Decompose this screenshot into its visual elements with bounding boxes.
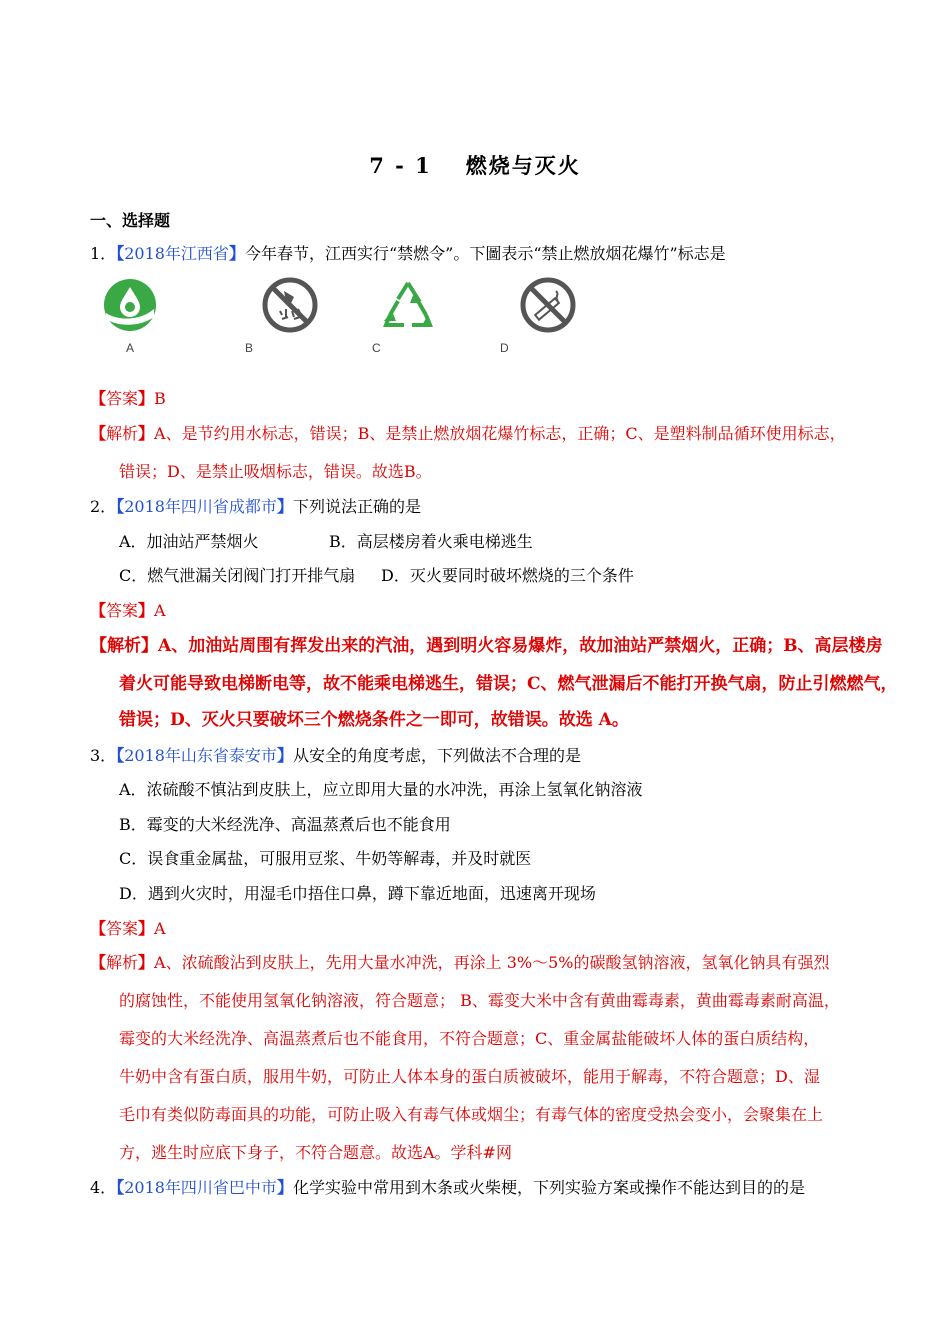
question-source: 2018年山东省泰安市 [124, 746, 277, 765]
explanation-open-bracket: 【 [90, 636, 107, 656]
explanation-3-line-5: 毛巾有类似防毒面具的功能，可防止吸入有毒气体或烟尘；有毒气体的密度受热会变小，会聚集在上 [119, 1105, 824, 1124]
answer-open-bracket: 【 [90, 389, 107, 408]
answer-label: 答案 [106, 919, 139, 938]
explanation-text: A、浓硫酸沾到皮肤上，先用大量水冲洗，再涂上 3%～5%的碳酸氢钠溶液，氢氧化钠具有强烈 [154, 953, 830, 972]
question-number: 1． [90, 244, 117, 263]
source-close-bracket: 】 [276, 1178, 293, 1197]
question-stem: 化学实验中常用到木条或火柴梗，下列实验方案或操作不能达到目的的是 [292, 1178, 805, 1197]
answer-close-bracket: 】 [138, 601, 155, 620]
explanation-2-line-2: 着火可能导致电梯断电等，故不能乘电梯逃生，错误；C、燃气泄漏后不能打开换气扇，防止引燃燃气， [119, 674, 898, 694]
source-close-bracket: 】 [228, 244, 245, 263]
answer-open-bracket: 【 [90, 601, 107, 620]
question-source: 2018年四川省成都市 [124, 497, 277, 516]
source-open-bracket: 【 [116, 746, 125, 765]
section-heading: 一、选择题 [90, 211, 171, 230]
recycle-icon [378, 275, 438, 335]
source-open-bracket: 【 [116, 1178, 125, 1197]
question-3 [90, 745, 581, 767]
question-source: 2018年江西省 [124, 244, 229, 263]
option-label-a: A [126, 341, 135, 355]
title-number: 7 - 1 [369, 153, 432, 178]
title-text: 燃烧与灭火 [465, 153, 581, 178]
explanation-text: A、加油站周围有挥发出来的汽油，遇到明火容易爆炸，故加油站严禁烟火，正确；B、高层楼房 [158, 636, 883, 656]
option-d: D．灭火要同时破坏燃烧的三个条件 [381, 566, 634, 585]
explanation-3-line-4: 牛奶中含有蛋白质，服用牛奶，可防止人体本身的蛋白质被破坏，能用于解毒，不符合题意；D、湿 [119, 1067, 820, 1086]
explanation-open-bracket: 【 [90, 424, 107, 443]
answer-2 [90, 600, 166, 622]
answer-label: 答案 [106, 601, 139, 620]
answer-close-bracket: 】 [138, 919, 155, 938]
explanation-close-bracket: 】 [138, 953, 155, 972]
answer-close-bracket: 】 [138, 389, 155, 408]
question-number: 2． [90, 497, 117, 516]
question-4 [90, 1177, 805, 1199]
option-label-b: B [245, 341, 254, 355]
answer-value: B [154, 389, 166, 408]
option-a: A．加油站严禁烟火 [119, 532, 259, 551]
answer-value: A [154, 601, 166, 620]
sign-options [100, 275, 600, 360]
option-d: D．遇到火灾时，用湿毛巾捂住口鼻，蹲下靠近地面，迅速离开现场 [119, 884, 596, 903]
explanation-1-line-1 [90, 423, 846, 445]
source-open-bracket: 【 [116, 244, 125, 263]
option-b: B．高层楼房着火乘电梯逃生 [329, 532, 533, 551]
page-title [0, 150, 950, 180]
explanation-open-bracket: 【 [90, 953, 107, 972]
question-stem: 今年春节，江西实行“禁燃令”。下圖表示“禁止燃放烟花爆竹”标志是 [244, 244, 726, 263]
explanation-3-line-3: 霉变的大米经洗净、高温蒸煮后也不能食用，不符合题意；C、重金属盐能破坏人体的蛋白质结构， [119, 1029, 820, 1048]
explanation-3-line-1 [90, 952, 829, 974]
explanation-text: A、是节约用水标志，错误；B、是禁止燃放烟花爆竹标志，正确；C、是塑料制品循环使用标志， [154, 424, 846, 443]
explanation-close-bracket: 】 [138, 424, 155, 443]
water-saving-icon [100, 275, 160, 335]
no-smoking-icon [518, 275, 578, 335]
source-close-bracket: 】 [276, 746, 293, 765]
explanation-3-line-2: 的腐蚀性，不能使用氢氧化钠溶液，符合题意； B、霉变大米中含有黄曲霉毒素，黄曲霉毒素耐高温， [119, 991, 840, 1010]
question-1 [90, 243, 726, 265]
option-b: B．霉变的大米经洗净、高温蒸煮后也不能食用 [119, 815, 451, 834]
explanation-label: 解析 [106, 953, 139, 972]
explanation-2-line-3: 错误；D、灭火只要破坏三个燃烧条件之一即可，故错误。故选 A。 [119, 710, 629, 730]
explanation-close-bracket: 】 [141, 636, 158, 656]
source-close-bracket: 】 [276, 497, 293, 516]
no-fireworks-icon [260, 275, 320, 335]
option-label-d: D [500, 341, 509, 355]
answer-open-bracket: 【 [90, 919, 107, 938]
question-2 [90, 496, 421, 518]
option-label-c: C [372, 341, 381, 355]
option-c: C．误食重金属盐，可服用豆浆、牛奶等解毒，并及时就医 [119, 849, 532, 868]
answer-1 [90, 388, 166, 410]
option-c: C．燃气泄漏关闭阀门打开排气扇 [119, 566, 356, 585]
question-number: 4． [90, 1178, 117, 1197]
option-a: A．浓硫酸不慎沾到皮肤上，应立即用大量的水冲洗，再涂上氢氧化钠溶液 [119, 780, 643, 799]
explanation-3-line-6: 方，逃生时应底下身子，不符合题意。故选A。学科#网 [119, 1143, 512, 1162]
question-source: 2018年四川省巴中市 [124, 1178, 277, 1197]
answer-label: 答案 [106, 389, 139, 408]
question-stem: 下列说法正确的是 [292, 497, 421, 516]
answer-value: A [154, 919, 166, 938]
source-open-bracket: 【 [116, 497, 125, 516]
question-stem: 从安全的角度考虑，下列做法不合理的是 [292, 746, 581, 765]
explanation-1-line-2: 错误；D、是禁止吸烟标志，错误。故选B。 [119, 462, 432, 481]
explanation-label: 解析 [107, 636, 141, 656]
explanation-2-line-1 [90, 635, 883, 657]
answer-3 [90, 918, 166, 940]
question-number: 3． [90, 746, 117, 765]
explanation-label: 解析 [106, 424, 139, 443]
